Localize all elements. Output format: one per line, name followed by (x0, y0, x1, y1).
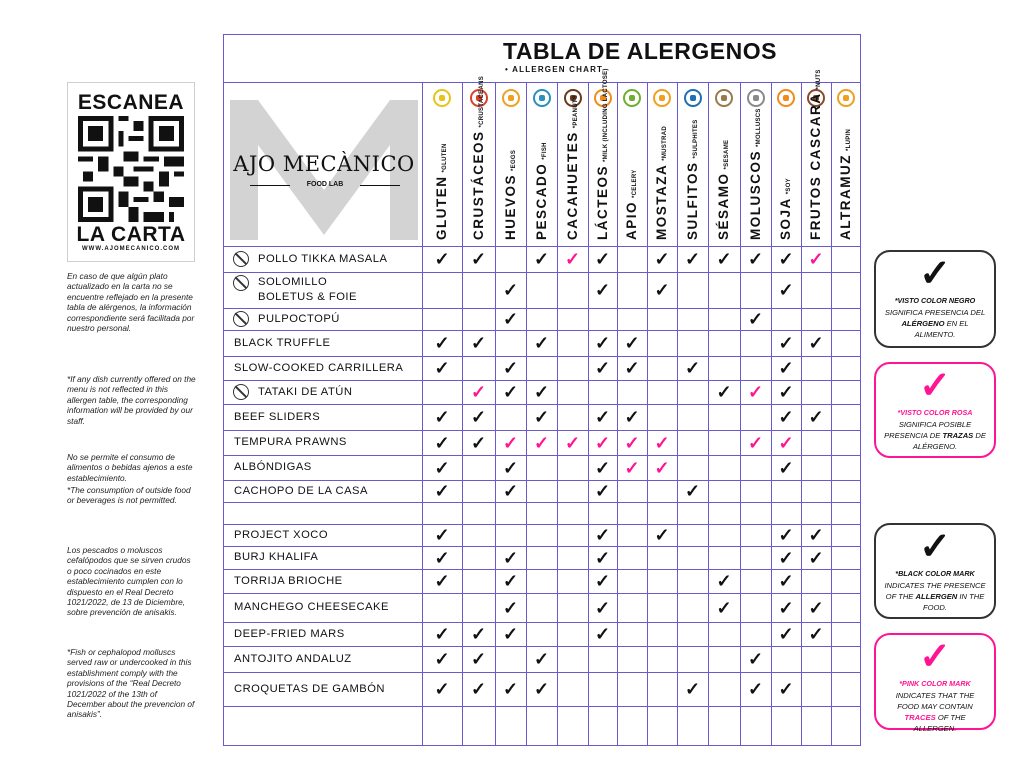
black-check-mark: ✓ (716, 382, 732, 402)
black-check-mark: ✓ (654, 249, 670, 269)
dish-name: TORRIJA BRIOCHE (234, 574, 343, 587)
black-check-mark: ✓ (747, 679, 764, 699)
allergen-name-es: SULFITOS (684, 161, 700, 240)
grid-row-line (223, 706, 861, 707)
mustard-icon (653, 89, 671, 107)
pink-check-mark: ✓ (808, 249, 824, 269)
black-check-icon: ✓ (919, 526, 951, 568)
dish-name: CACHOPO DE LA CASA (234, 484, 368, 497)
allergen-header (653, 126, 671, 240)
black-check-mark: ✓ (716, 571, 732, 591)
black-check-mark: ✓ (434, 407, 450, 427)
soy-icon (777, 89, 795, 107)
grid-row-line (223, 593, 861, 594)
dish-name: BLACK TRUFFLE (234, 336, 331, 349)
grid-col-line (801, 82, 802, 746)
black-check-mark: ✓ (594, 547, 611, 568)
pink-check-icon: ✓ (919, 636, 951, 678)
black-check-mark: ✓ (747, 649, 764, 669)
black-check-mark: ✓ (502, 597, 519, 618)
allergen-name-es: GLUTEN (434, 175, 449, 240)
pink-check-mark: ✓ (502, 432, 519, 453)
fish-icon (533, 89, 551, 107)
black-check-mark: ✓ (470, 432, 487, 453)
grid-row-line (223, 480, 861, 481)
black-check-mark: ✓ (533, 649, 550, 669)
pink-check-icon: ✓ (919, 365, 951, 407)
black-check-mark: ✓ (434, 249, 450, 269)
sulphites-icon (684, 89, 702, 107)
dish-name: BURJ KHALIFA (234, 551, 319, 563)
allergen-name-en: *PEANUTS (572, 94, 579, 129)
allergen-name-en: *SULPHITES (692, 119, 699, 159)
legend-pink-en (874, 633, 996, 733)
legend-pink-es (874, 362, 996, 458)
pink-check-mark: ✓ (564, 249, 581, 269)
black-check-mark: ✓ (502, 481, 519, 501)
dish-name: PULPOCTOPÚ (258, 312, 340, 325)
black-check-mark: ✓ (778, 679, 794, 699)
black-check-mark: ✓ (808, 525, 824, 545)
pink-check-mark: ✓ (624, 457, 640, 478)
allergen-name-es: APIO (624, 200, 639, 240)
grid-row-line (223, 330, 861, 331)
black-check-mark: ✓ (502, 457, 519, 478)
allergen-name-en: *SOY (786, 178, 792, 195)
black-check-mark: ✓ (684, 249, 701, 269)
note-updated-es: En caso de que algún plato actualizado en la carta no se encuentre reflejado en la presente tabla de alérgenos, la información correspondiente será facilitada por nuestro personal. (67, 271, 195, 334)
note-outside-food-es: No se permite el consumo de alimentos o bebidas ajenos a este establecimiento. (67, 452, 193, 483)
black-check-mark: ✓ (434, 547, 450, 568)
black-check-mark: ✓ (778, 571, 794, 591)
pink-check-mark: ✓ (747, 432, 764, 453)
grid-col-line (740, 82, 741, 746)
black-check-mark: ✓ (434, 624, 450, 644)
black-check-mark: ✓ (624, 407, 640, 427)
grid-row-line (223, 246, 861, 247)
legend-text: SIGNIFICA PRESENCIA DEL ALÉRGENO EN EL ALIMENTO. (884, 308, 986, 339)
lupin-icon (837, 89, 855, 107)
black-check-mark: ✓ (716, 597, 732, 618)
grid-col-line (831, 82, 832, 746)
legend-text: INDICATES THE PRESENCE OF THE ALLERGEN IN THE FOOD. (884, 581, 986, 612)
black-check-mark: ✓ (533, 679, 550, 699)
grid-col-line (647, 82, 648, 746)
qr-title: ESCANEA (77, 91, 185, 114)
allergen-header (837, 129, 855, 240)
grid-row-line (223, 356, 861, 357)
allergen-header (684, 119, 702, 240)
black-check-mark: ✓ (533, 249, 550, 269)
black-check-mark: ✓ (594, 249, 611, 269)
black-check-mark: ✓ (434, 432, 450, 453)
celery-icon (623, 89, 641, 107)
black-check-mark: ✓ (594, 481, 611, 501)
allergen-header (623, 169, 641, 240)
black-check-mark: ✓ (594, 407, 611, 427)
legend-black-es (874, 250, 996, 348)
dish-name: CROQUETAS DE GAMBÓN (234, 682, 386, 695)
black-check-mark: ✓ (684, 358, 701, 378)
qr-code-icon[interactable] (78, 116, 184, 222)
allergen-name-en: *CRUSTACEANS (478, 75, 485, 128)
pink-check-mark: ✓ (654, 457, 670, 478)
grid-row-line (223, 524, 861, 525)
allergen-header (594, 68, 612, 240)
grid-col-line (677, 82, 678, 746)
black-check-mark: ✓ (778, 547, 794, 568)
black-check-mark: ✓ (594, 457, 611, 478)
black-check-mark: ✓ (654, 525, 670, 545)
black-check-mark: ✓ (434, 679, 450, 699)
dish-name: POLLO TIKKA MASALA (258, 252, 388, 265)
grid-row-line (223, 502, 861, 503)
note-anisakis-es: Los pescados o moluscos cefalópodos que se sirven crudos o poco cocinados en este establecimiento cumplen con lo dispuesto en el Real Decreto 1021/2022, de 13 de Diciembre, sobre prevención de anisakis. (67, 545, 191, 618)
black-check-mark: ✓ (533, 407, 550, 427)
black-check-mark: ✓ (594, 525, 611, 545)
grid-col-line (771, 82, 772, 746)
black-check-mark: ✓ (434, 333, 450, 353)
allergen-name-en: *MILK (INCLUDING LACTOSE) (602, 68, 609, 162)
pink-check-mark: ✓ (564, 432, 581, 453)
black-check-mark: ✓ (502, 679, 519, 699)
pink-check-mark: ✓ (594, 432, 611, 453)
grid-row-line (223, 672, 861, 673)
black-check-mark: ✓ (747, 249, 764, 269)
black-check-mark: ✓ (778, 382, 794, 402)
allergen-name-es: PESCADO (533, 162, 549, 240)
black-check-mark: ✓ (594, 597, 611, 618)
black-check-mark: ✓ (434, 457, 450, 478)
black-check-mark: ✓ (502, 547, 519, 568)
black-check-mark: ✓ (778, 358, 794, 378)
wheat-icon (433, 89, 451, 107)
legend-title: *VISTO COLOR NEGRO (894, 296, 976, 305)
allergen-name-es: SOJA (778, 197, 793, 240)
allergen-name-en: *CELERY (632, 169, 638, 198)
black-check-mark: ✓ (808, 407, 824, 427)
black-check-mark: ✓ (778, 597, 794, 618)
black-check-mark: ✓ (434, 481, 450, 501)
black-check-mark: ✓ (434, 571, 450, 591)
chart-subtitle: • ALLERGEN CHART (505, 65, 604, 74)
black-check-mark: ✓ (470, 249, 487, 269)
allergen-name-en: *NUTS (816, 69, 822, 90)
pink-check-mark: ✓ (624, 432, 640, 453)
note-updated-en: *If any dish currently offered on the menu is not reflected in this allergen table, the corresponding information will be provided by our staff. (67, 374, 196, 426)
dish-name: ALBÓNDIGAS (234, 461, 312, 473)
grid-row-line (223, 622, 861, 623)
logo-subtitle: FOOD LAB (306, 181, 344, 188)
grid-row-line (223, 404, 861, 405)
black-check-mark: ✓ (594, 624, 611, 644)
dish-name: PROJECT XOCO (234, 528, 329, 541)
allergen-name-es: SÉSAMO (716, 172, 731, 240)
grid-row-line (223, 646, 861, 647)
black-check-mark: ✓ (470, 407, 487, 427)
logo-text: AJO MECÀNICO (233, 152, 415, 176)
black-check-mark: ✓ (533, 333, 550, 353)
qr-subtitle: LA CARTA (76, 223, 186, 246)
allergen-name-en: *FISH (541, 142, 548, 160)
black-check-mark: ✓ (470, 679, 487, 699)
black-check-mark: ✓ (624, 333, 640, 353)
dish-name: BEEF SLIDERS (234, 410, 321, 423)
black-check-mark: ✓ (778, 333, 794, 353)
allergen-name-es: CACAHUETES (564, 131, 580, 240)
sesame-icon (715, 89, 733, 107)
grid-row-line (223, 380, 861, 381)
allergen-name-en: *GLUTEN (442, 143, 448, 173)
dish-name: TATAKI DE ATÚN (258, 385, 353, 398)
dish-name: DEEP-FRIED MARS (234, 627, 345, 640)
allergen-name-es: ALTRAMUZ (838, 154, 853, 240)
black-check-mark: ✓ (434, 649, 450, 669)
grid-col-line (588, 82, 589, 746)
allergen-header (747, 108, 765, 240)
grid-col-line (422, 82, 423, 746)
black-check-mark: ✓ (533, 382, 550, 402)
grid-row-line (223, 430, 861, 431)
black-check-mark: ✓ (434, 358, 450, 378)
egg-icon (502, 89, 520, 107)
black-check-mark: ✓ (654, 280, 670, 300)
website-url[interactable]: WWW.AJOMECANICO.COM (82, 246, 180, 252)
black-check-mark: ✓ (684, 679, 701, 699)
note-outside-food-en: *The consumption of outside food or beverages is not permitted. (67, 485, 191, 506)
allergen-header (715, 140, 733, 240)
black-check-mark: ✓ (778, 280, 794, 300)
allergen-header (564, 95, 582, 240)
black-check-mark: ✓ (470, 624, 487, 644)
black-check-mark: ✓ (778, 249, 794, 269)
black-check-mark: ✓ (594, 280, 611, 300)
black-check-mark: ✓ (778, 457, 794, 478)
no-gluten-icon (233, 275, 249, 291)
dish-name: SLOW-COOKED CARRILLERA (234, 361, 404, 374)
black-check-icon: ✓ (919, 253, 951, 295)
black-check-mark: ✓ (434, 525, 450, 545)
dish-name: TEMPURA PRAWNS (234, 436, 347, 448)
grid-row-line (223, 546, 861, 547)
grid-row-line (223, 455, 861, 456)
grid-row-line (223, 82, 861, 83)
note-anisakis-en: *Fish or cephalopod molluscs served raw or undercooked in this establishment comply with the provisions of the “Real Decreto 1021/2022 of the 13th of December about the prevencion of anisakis”. (67, 647, 195, 720)
grid-row-line (223, 308, 861, 309)
black-check-mark: ✓ (778, 407, 794, 427)
no-gluten-icon (233, 251, 249, 267)
legend-title: *VISTO COLOR ROSA (897, 408, 973, 417)
grid-col-line (495, 82, 496, 746)
legend-title: *PINK COLOR MARK (899, 679, 971, 688)
dish-name: SOLOMILLO BOLETUS & FOIE (258, 276, 358, 303)
allergen-name-en: *EGGS (510, 149, 517, 171)
black-check-mark: ✓ (502, 280, 519, 300)
allergen-name-en: *MOLLUSCS (755, 108, 762, 147)
allergen-name-es: MOLUSCOS (747, 149, 763, 240)
chart-title: TABLA DE ALERGENOS (503, 38, 777, 64)
black-check-mark: ✓ (502, 624, 519, 644)
black-check-mark: ✓ (808, 624, 824, 644)
allergen-header (433, 143, 451, 240)
dish-name: ANTOJITO ANDALUZ (234, 652, 352, 665)
black-check-mark: ✓ (624, 358, 640, 378)
allergen-name-en: *LUPIN (846, 128, 852, 152)
black-check-mark: ✓ (778, 525, 794, 545)
black-check-mark: ✓ (684, 481, 701, 501)
black-check-mark: ✓ (808, 547, 824, 568)
allergen-header (502, 150, 520, 240)
legend-text: INDICATES THAT THE FOOD MAY CONTAIN TRACES OF THE ALLERGEN. (895, 691, 975, 733)
black-check-mark: ✓ (470, 333, 487, 353)
black-check-mark: ✓ (778, 624, 794, 644)
black-check-mark: ✓ (502, 358, 519, 378)
grid-row-line (223, 272, 861, 273)
grid-col-line (557, 82, 558, 746)
legend-text: SIGNIFICA POSIBLE PRESENCIA DE TRAZAS DE ALÉRGENO. (884, 420, 986, 451)
legend-title: *BLACK COLOR MARK (895, 569, 975, 578)
black-check-mark: ✓ (594, 358, 611, 378)
allergen-header (470, 76, 488, 240)
black-check-mark: ✓ (502, 309, 519, 329)
legend-black-en (874, 523, 996, 619)
black-check-mark: ✓ (747, 309, 764, 329)
allergen-name-en: *MUSTRAD (662, 126, 668, 161)
black-check-mark: ✓ (594, 333, 611, 353)
black-check-mark: ✓ (470, 649, 487, 669)
black-check-mark: ✓ (502, 571, 519, 591)
pink-check-mark: ✓ (470, 382, 487, 402)
allergen-name-en: *SESAME (724, 139, 730, 170)
pink-check-mark: ✓ (778, 432, 794, 453)
logo-rule-right (360, 185, 400, 186)
black-check-mark: ✓ (808, 597, 824, 618)
no-gluten-icon (233, 384, 249, 400)
allergen-name-es: CRUSTÁCEOS (470, 130, 486, 240)
mollusc-icon (747, 89, 765, 107)
allergen-header (807, 69, 825, 240)
pink-check-mark: ✓ (747, 382, 764, 402)
no-gluten-icon (233, 311, 249, 327)
allergen-name-es: FRUTOS CASCARA (808, 92, 823, 240)
black-check-mark: ✓ (808, 333, 824, 353)
black-check-mark: ✓ (716, 249, 732, 269)
allergen-header (533, 142, 551, 240)
allergen-name-es: HUEVOS (502, 173, 518, 240)
black-check-mark: ✓ (502, 382, 519, 402)
grid-row-line (223, 569, 861, 570)
grid-col-line (617, 82, 618, 746)
qr-menu-box[interactable] (67, 82, 195, 262)
dish-name: MANCHEGO CHEESECAKE (234, 601, 389, 613)
allergen-name-es: MOSTAZA (654, 163, 669, 240)
grid-col-line (526, 82, 527, 746)
pink-check-mark: ✓ (533, 432, 550, 453)
black-check-mark: ✓ (594, 571, 611, 591)
grid-col-line (462, 82, 463, 746)
logo-rule-left (250, 185, 290, 186)
allergen-name-es: LÁCTEOS (594, 164, 610, 240)
allergen-header (777, 178, 795, 240)
grid-col-line (708, 82, 709, 746)
pink-check-mark: ✓ (654, 432, 670, 453)
